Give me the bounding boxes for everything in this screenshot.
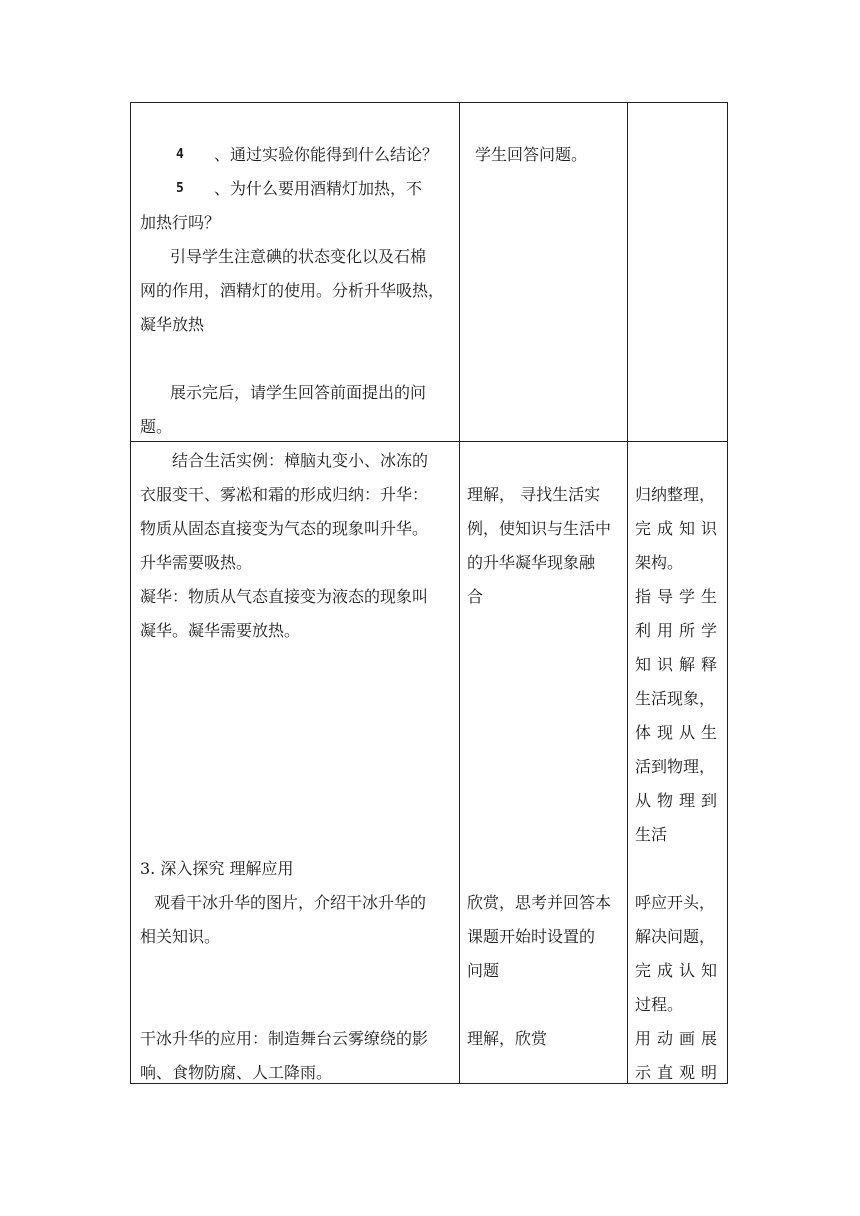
intent-line-2: 完成知识 bbox=[635, 519, 724, 538]
guide-text-line-3: 凝华放热 bbox=[140, 315, 205, 334]
student-activity-line-3: 的升华凝华现象融 bbox=[467, 553, 596, 572]
intent-line-13: 解决问题， bbox=[635, 927, 716, 946]
intent-line-5: 利用所学 bbox=[635, 621, 724, 640]
intent-line-3: 架构。 bbox=[635, 553, 684, 572]
intent-line-8: 体现从生 bbox=[635, 723, 724, 742]
intent-line-16: 用动画展 bbox=[635, 1029, 724, 1048]
summary-line-2: 衣服变干、雾凇和霜的形成归纳：升华： bbox=[140, 485, 429, 504]
student-activity-line-1: 理解， 寻找生活实 bbox=[467, 485, 601, 504]
student-answer-text: 学生回答问题。 bbox=[475, 145, 588, 164]
student-activity-line-6: 课题开始时设置的 bbox=[467, 927, 596, 946]
summary-line-3: 物质从固态直接变为气态的现象叫升华。 bbox=[140, 519, 429, 538]
watch-line-1: 观看干冰升华的图片，介绍干冰升华的 bbox=[154, 893, 427, 912]
column-divider-2 bbox=[627, 103, 628, 1083]
intent-line-12: 呼应开头， bbox=[635, 893, 716, 912]
summary-line-1: 结合生活实例：樟脑丸变小、冰冻的 bbox=[172, 451, 429, 470]
guide-text-line-2: 网的作用，酒精灯的使用。分析升华吸热， bbox=[140, 281, 445, 300]
question-5-continuation: 加热行吗？ bbox=[140, 213, 221, 232]
show-text-line-2: 题。 bbox=[140, 417, 173, 436]
intent-line-17: 示直观明 bbox=[635, 1063, 724, 1082]
summary-line-6: 凝华。凝华需要放热。 bbox=[140, 621, 301, 640]
intent-line-4: 指导学生 bbox=[635, 587, 724, 606]
question-5-text: 、为什么要用酒精灯加热，不 bbox=[214, 179, 423, 198]
student-activity-line-8: 理解，欣赏 bbox=[467, 1029, 548, 1048]
intent-line-1: 归纳整理， bbox=[635, 485, 716, 504]
intent-line-6: 知识解释 bbox=[635, 655, 724, 674]
intent-line-14: 完成认知 bbox=[635, 961, 724, 980]
summary-line-5: 凝华：物质从气态直接变为液态的现象叫 bbox=[140, 587, 429, 606]
intent-line-11: 生活 bbox=[635, 825, 668, 844]
watch-line-2: 相关知识。 bbox=[140, 927, 221, 946]
summary-line-4: 升华需要吸热。 bbox=[140, 553, 253, 572]
show-text-line-1: 展示完后，请学生回答前面提出的问 bbox=[170, 383, 427, 402]
intent-line-7: 生活现象， bbox=[635, 689, 716, 708]
section-heading: 3. 深入探究 理解应用 bbox=[140, 859, 294, 878]
question-4-text: 、通过实验你能得到什么结论？ bbox=[214, 145, 439, 164]
question-number-4: 4 bbox=[176, 147, 184, 162]
application-line-2: 响、食物防腐、人工降雨。 bbox=[140, 1063, 333, 1082]
question-number-5: 5 bbox=[176, 181, 184, 196]
student-activity-line-5: 欣赏，思考并回答本 bbox=[467, 893, 612, 912]
guide-text-line-1: 引导学生注意碘的状态变化以及石棉 bbox=[170, 247, 427, 266]
student-activity-line-4: 合 bbox=[467, 587, 484, 606]
row-divider bbox=[131, 441, 727, 442]
student-activity-line-7: 问题 bbox=[467, 961, 500, 980]
intent-line-15: 过程。 bbox=[635, 995, 684, 1014]
column-divider-1 bbox=[459, 103, 460, 1083]
application-line-1: 干冰升华的应用：制造舞台云雾缭绕的影 bbox=[140, 1029, 429, 1048]
intent-line-9: 活到物理， bbox=[635, 757, 716, 776]
student-activity-line-2: 例，使知识与生活中 bbox=[467, 519, 612, 538]
intent-line-10: 从物理到 bbox=[635, 791, 724, 810]
